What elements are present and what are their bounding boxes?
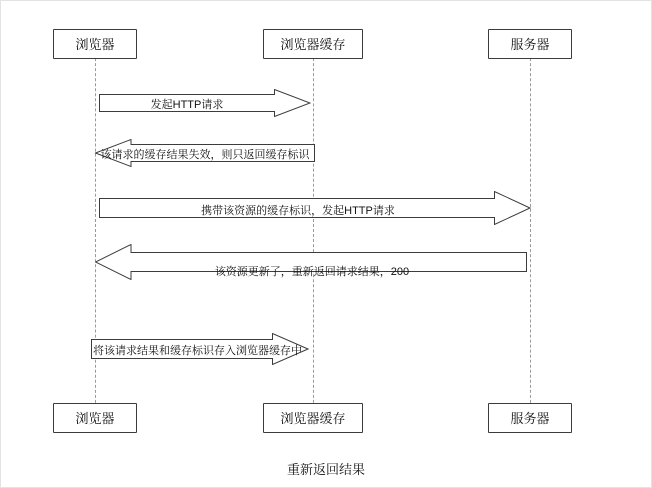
- lifeline-server: [530, 43, 531, 418]
- actor-box-browser-cache-top[interactable]: [263, 29, 363, 59]
- actor-box-server-bottom[interactable]: [488, 403, 572, 433]
- actor-label: 服务器: [510, 37, 550, 52]
- diagram-caption: 重新返回结果: [286, 462, 365, 477]
- message-label-5: 将该请求结果和缓存标识存入浏览器缓存中: [93, 345, 302, 357]
- message-label-1: 发起HTTP请求: [150, 99, 224, 111]
- actor-label: 服务器: [510, 411, 550, 426]
- message-label-2: 该请求的缓存结果失效，则只返回缓存标识: [100, 149, 310, 161]
- actor-box-browser-top[interactable]: [53, 29, 137, 59]
- actor-label: 浏览器缓存: [280, 37, 346, 52]
- actor-box-browser-cache-bottom[interactable]: [263, 403, 363, 433]
- actor-label: 浏览器: [75, 37, 115, 52]
- message-label-3: 携带该资源的缓存标识，发起HTTP请求: [201, 205, 395, 217]
- actor-label: 浏览器缓存: [280, 411, 346, 426]
- actor-box-server-top[interactable]: [488, 29, 572, 59]
- actor-box-browser-bottom[interactable]: [53, 403, 137, 433]
- actor-label: 浏览器: [75, 411, 115, 426]
- message-label-4: 该资源更新了，重新返回请求结果，200: [214, 266, 410, 278]
- lifeline-browser-cache: [313, 43, 314, 418]
